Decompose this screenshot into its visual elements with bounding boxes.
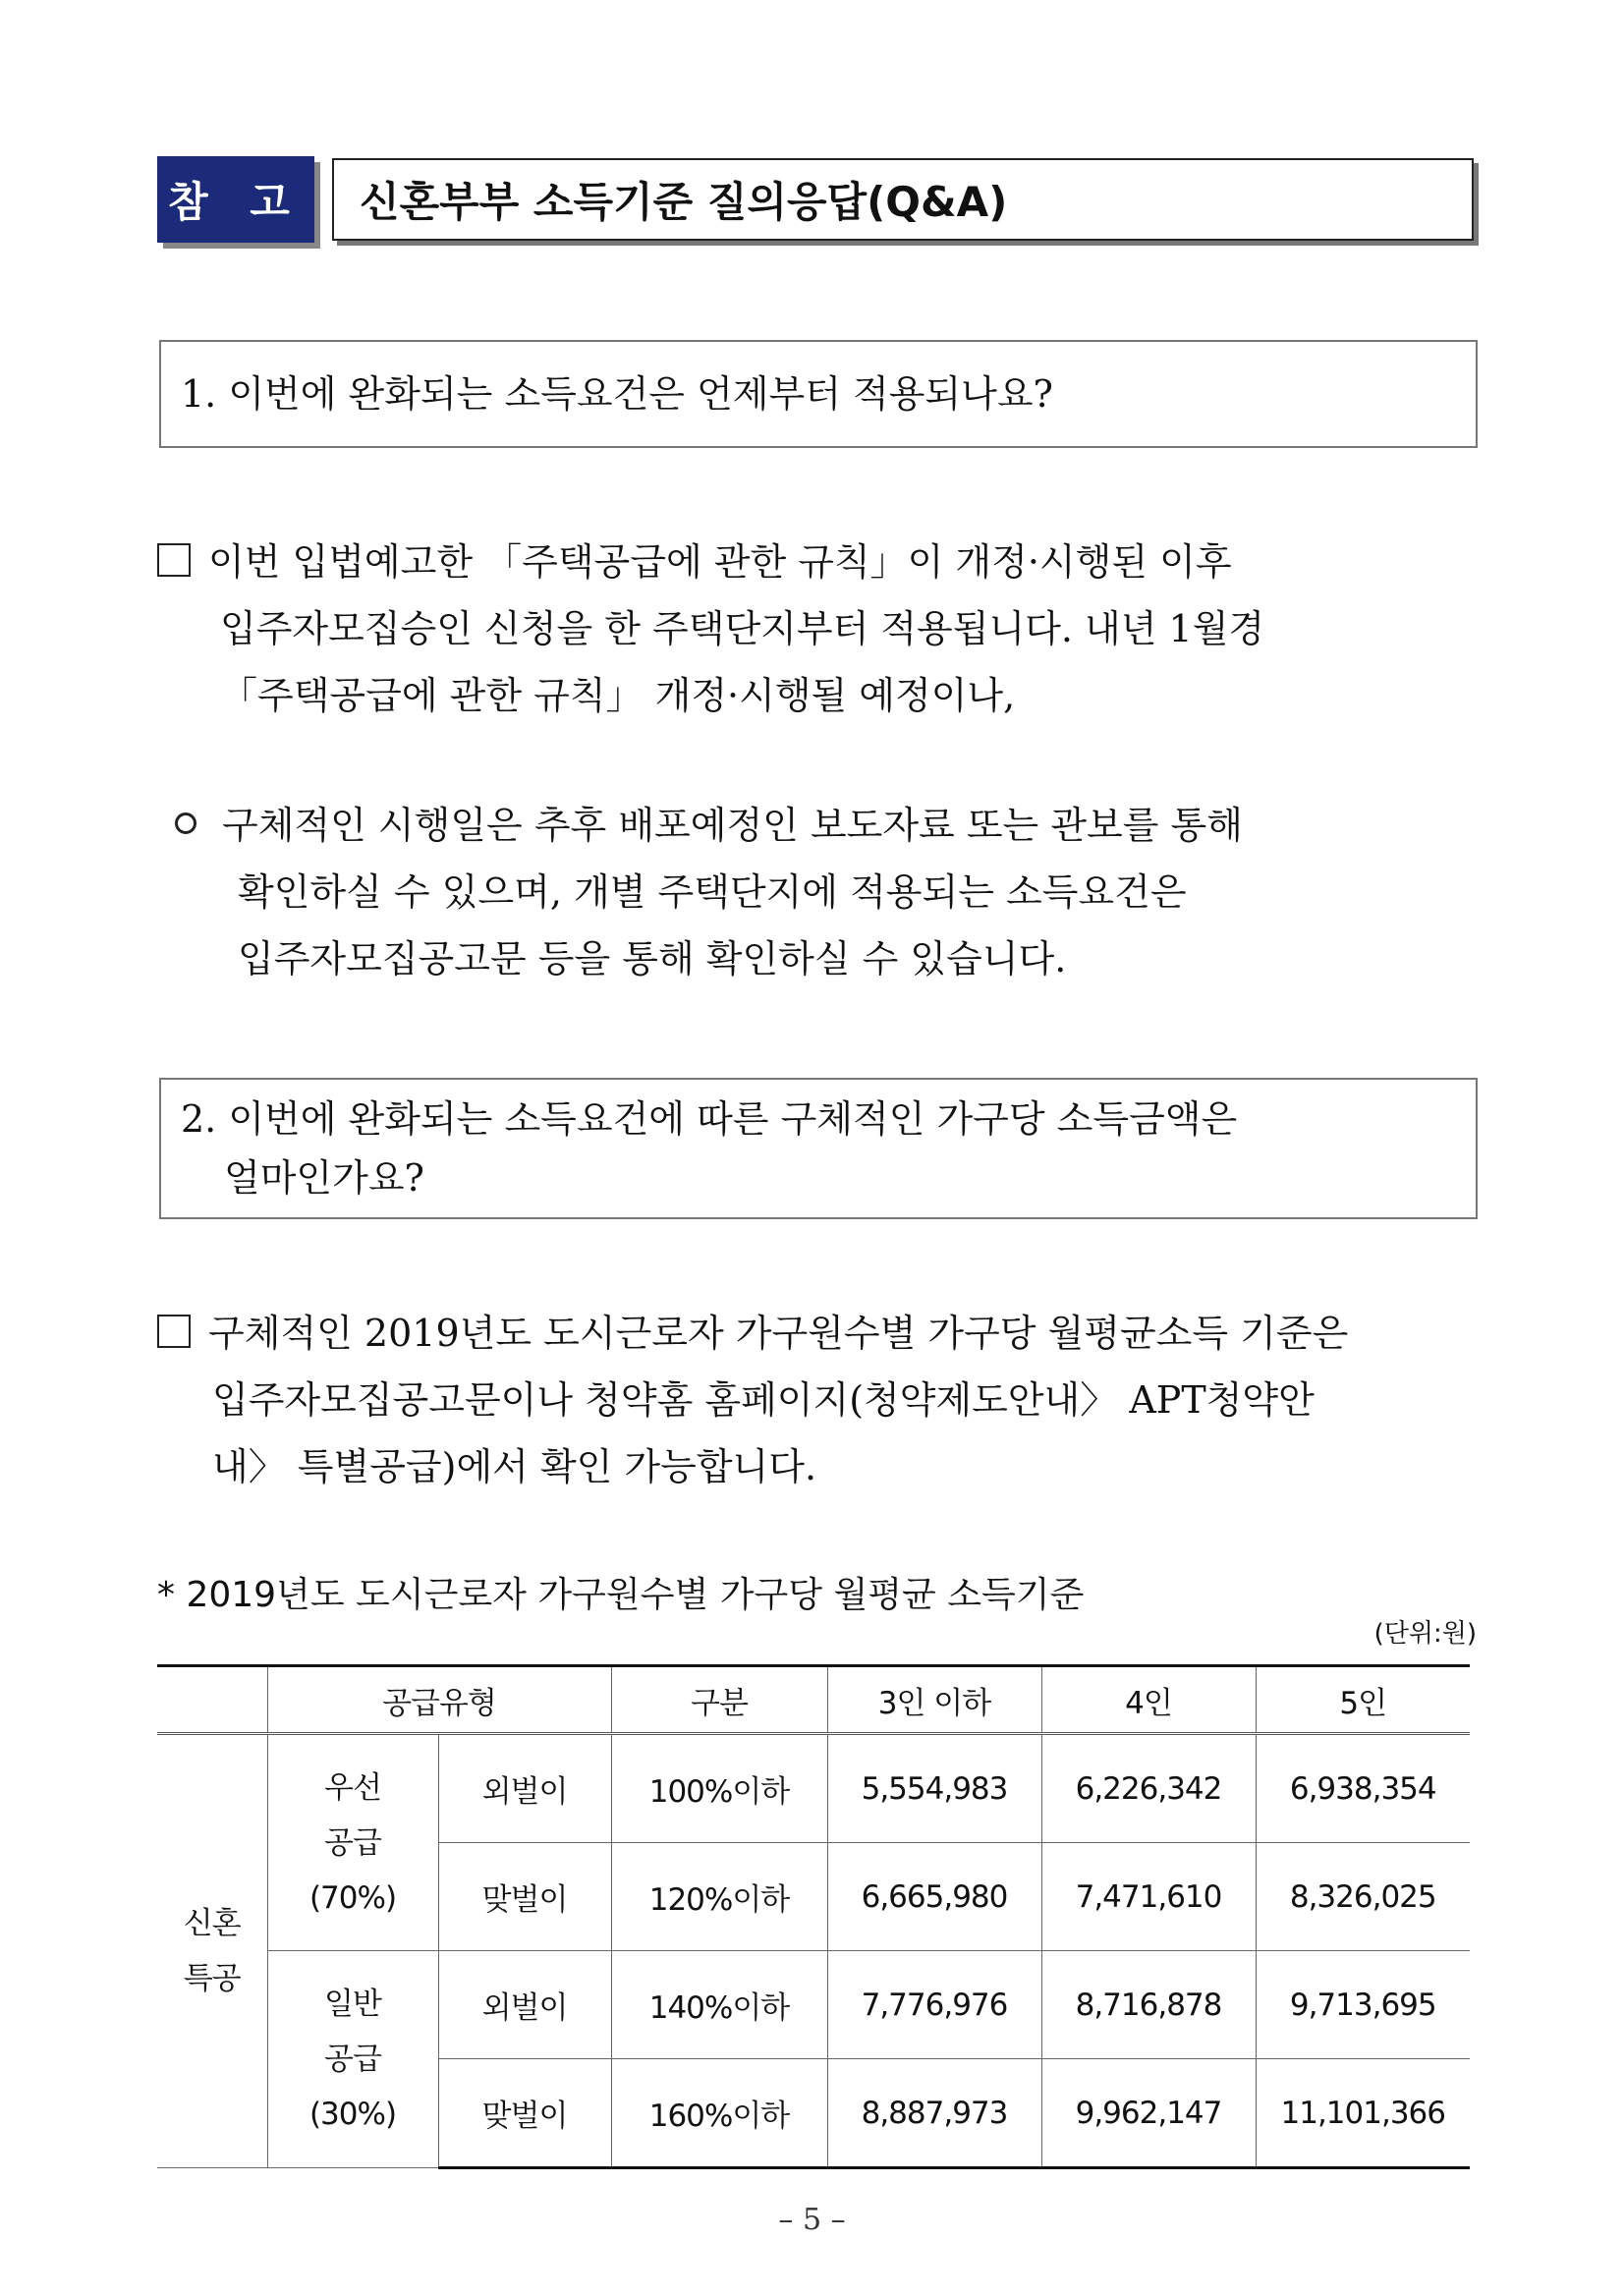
answer-1-paragraph bbox=[157, 529, 1479, 729]
table-header-cell bbox=[157, 1666, 267, 1734]
table-cell: 맞벌이 bbox=[438, 1843, 611, 1951]
row-group-label: 신혼 특공 bbox=[157, 1734, 267, 2168]
answer-1-line: 「주택공급에 관한 규칙」 개정·시행될 예정이나, bbox=[220, 674, 1016, 717]
answer-2-line-text: 구체적인 2019년도 도시근로자 가구원수별 가구당 월평균소득 기준은 bbox=[208, 1312, 1349, 1355]
answer-1-sub-line: 확인하실 수 있으며, 개별 주택단지에 적용되는 소득요건은 bbox=[238, 870, 1187, 914]
circle-bullet-icon bbox=[175, 812, 196, 834]
table-row bbox=[157, 1951, 1470, 2059]
table-cell: 5,554,983 bbox=[827, 1734, 1041, 1843]
table-cell: 6,665,980 bbox=[827, 1843, 1041, 1951]
question-2-line: 얼마인가요? bbox=[224, 1156, 424, 1200]
answer-2-line: 내〉 특별공급)에서 확인 가능합니다. bbox=[212, 1445, 817, 1488]
table-header-cell: 3인 이하 bbox=[827, 1666, 1041, 1734]
answer-1-sub-line-text: 구체적인 시행일은 추후 배포예정인 보도자료 또는 관보를 통해 bbox=[222, 804, 1243, 847]
table-cell: 맞벌이 bbox=[438, 2059, 611, 2168]
question-2-line: 2. 이번에 완화되는 소득요건에 따른 구체적인 가구당 소득금액은 bbox=[181, 1097, 1238, 1141]
page-number: – 5 – bbox=[778, 2203, 846, 2237]
table-cell: 6,938,354 bbox=[1256, 1734, 1470, 1843]
answer-1-sub-paragraph bbox=[175, 792, 1479, 992]
table-caption: * 2019년도 도시근로자 가구원수별 가구당 월평균 소득기준 bbox=[157, 1575, 1085, 1615]
table-cell: 9,713,695 bbox=[1256, 1951, 1470, 2059]
table-cell: 7,471,610 bbox=[1041, 1843, 1256, 1951]
checkbox-bullet-icon bbox=[157, 543, 191, 577]
supply-type-label: 일반 공급 (30%) bbox=[267, 1951, 438, 2168]
supply-type-label: 우선 공급 (70%) bbox=[267, 1734, 438, 1951]
answer-1-line-text: 이번 입법예고한 「주택공급에 관한 규칙」이 개정·시행된 이후 bbox=[208, 540, 1232, 584]
table-unit: (단위:원) bbox=[1373, 1619, 1477, 1649]
table-header-cell: 5인 bbox=[1256, 1666, 1470, 1734]
table-cell: 100%이하 bbox=[611, 1734, 827, 1843]
question-1-text: 1. 이번에 완화되는 소득요건은 언제부터 적용되나요? bbox=[181, 372, 1053, 416]
table-cell: 120%이하 bbox=[611, 1843, 827, 1951]
answer-1-line: 입주자모집승인 신청을 한 주택단지부터 적용됩니다. 내년 1월경 bbox=[220, 607, 1265, 650]
answer-1-sub-line bbox=[175, 792, 1479, 859]
table-cell: 8,887,973 bbox=[827, 2059, 1041, 2168]
table-cell: 140%이하 bbox=[611, 1951, 827, 2059]
table-cell: 7,776,976 bbox=[827, 1951, 1041, 2059]
table-row bbox=[157, 1734, 1470, 1843]
question-box-2 bbox=[159, 1078, 1478, 1219]
income-table bbox=[157, 1664, 1470, 2169]
answer-2-line: 입주자모집공고문이나 청약홈 홈페이지(청약제도안내〉 APT청약안 bbox=[212, 1378, 1315, 1422]
answer-2-paragraph bbox=[157, 1300, 1479, 1500]
table-cell: 9,962,147 bbox=[1041, 2059, 1256, 2168]
table-cell: 11,101,366 bbox=[1256, 2059, 1470, 2168]
answer-1-line bbox=[157, 529, 1479, 595]
table-cell: 6,226,342 bbox=[1041, 1734, 1256, 1843]
answer-1-sub-line: 입주자모집공고문 등을 통해 확인하실 수 있습니다. bbox=[238, 937, 1067, 980]
table-header-cell: 공급유형 bbox=[267, 1666, 611, 1734]
table-cell: 외벌이 bbox=[438, 1734, 611, 1843]
table-cell: 8,716,878 bbox=[1041, 1951, 1256, 2059]
table-cell: 8,326,025 bbox=[1256, 1843, 1470, 1951]
table-cell: 외벌이 bbox=[438, 1951, 611, 2059]
answer-2-line bbox=[157, 1300, 1479, 1367]
table-header-row bbox=[157, 1666, 1470, 1734]
checkbox-bullet-icon bbox=[157, 1315, 191, 1348]
reference-badge: 참 고 bbox=[157, 156, 314, 243]
table-header-cell: 구분 bbox=[611, 1666, 827, 1734]
question-box-1 bbox=[159, 340, 1478, 448]
table-cell: 160%이하 bbox=[611, 2059, 827, 2168]
table-header-cell: 4인 bbox=[1041, 1666, 1256, 1734]
page-title: 신혼부부 소득기준 질의응답(Q&A) bbox=[332, 158, 1474, 241]
